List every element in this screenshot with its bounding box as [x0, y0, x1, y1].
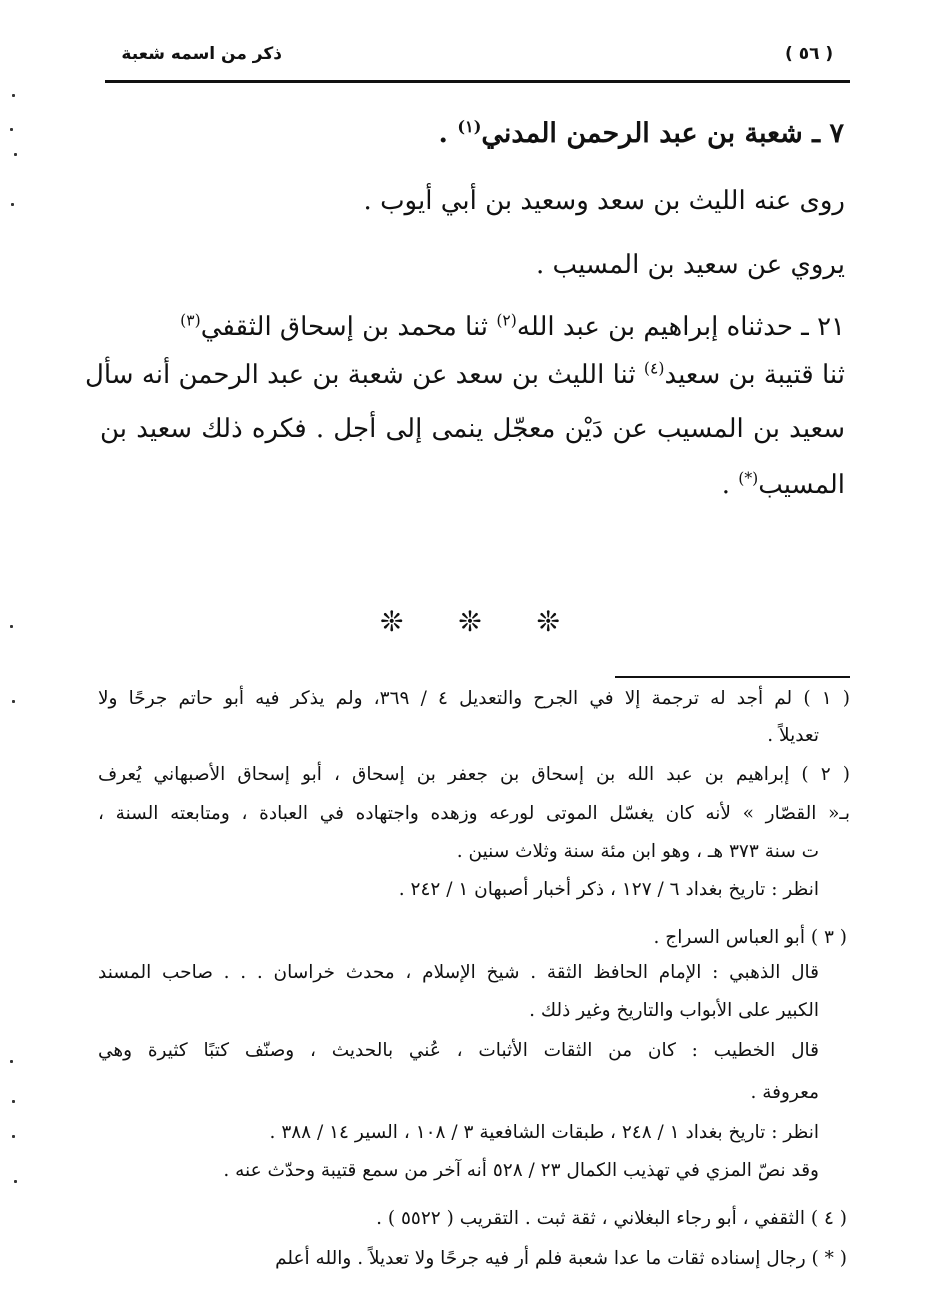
scan-speck: [10, 1060, 13, 1063]
footnote-divider: [615, 676, 850, 678]
hadith-line-1: [180, 312, 845, 342]
footnote-1-line-2: تعديلاً .: [767, 725, 819, 746]
footnote-1-line-1: ( ١ ) لم أجد له ترجمة إلا في الجرح والتعديل ٤ / ٣٦٩، ولم يذكر فيه أبو حاتم جرحًا ولا: [98, 688, 850, 709]
scan-speck: [14, 153, 17, 156]
footnote-3-line-1: ( ٣ ) أبو العباس السراج .: [653, 927, 847, 948]
hadith-line-1-a: ٢١ ـ حدثناه إبراهيم بن عبد الله: [516, 312, 845, 342]
footnote-2-line-1: ( ٢ ) إبراهيم بن عبد الله بن إسحاق بن جعفر بن إسحاق ، أبو إسحاق الأصبهاني يُعرف: [98, 764, 850, 785]
footnote-ref-1: (١): [457, 117, 482, 136]
asterism-star: ❊: [380, 605, 404, 638]
hadith-line-4: [722, 470, 845, 500]
scan-speck: [11, 203, 14, 206]
asterism-star: ❊: [536, 605, 560, 638]
section-separator: [380, 605, 560, 638]
footnote-3-line-3: الكبير على الأبواب والتاريخ وغير ذلك .: [529, 1000, 819, 1021]
asterism-star: ❊: [458, 605, 482, 638]
hadith-line-2-a: ثنا قتيبة بن سعيد: [664, 360, 845, 390]
scan-speck: [14, 1180, 17, 1183]
running-header-title: ذكر من اسمه شعبة: [121, 44, 282, 64]
footnote-3-line-7: وقد نصّ المزي في تهذيب الكمال ٢٣ / ٥٢٨ أنه آخر من سمع قتيبة وحدّث عنه .: [223, 1160, 819, 1181]
entry-heading: [439, 118, 844, 149]
footnote-3-line-2: قال الذهبي : الإمام الحافظ الثقة . شيخ الإسلام ، محدث خراسان . . . صاحب المسند: [98, 962, 819, 983]
hadith-line-2-b: ثنا الليث بن سعد عن شعبة بن عبد الرحمن أنه سأل: [84, 360, 644, 390]
footnote-2-line-3: ت سنة ٣٧٣ هـ ، وهو ابن مئة سنة وثلاث سنين .: [456, 841, 819, 862]
footnote-ref-3: (٣): [180, 311, 201, 330]
footnote-4: ( ٤ ) الثقفي ، أبو رجاء البغلاني ، ثقة ثبت . التقريب ( ٥٥٢٢ ) .: [376, 1208, 847, 1229]
scan-speck: [10, 625, 13, 628]
footnote-ref-4: (٤): [643, 359, 665, 378]
footnote-3-line-6: انظر : تاريخ بغداد ١ / ٢٤٨ ، طبقات الشافعية ٣ / ١٠٨ ، السير ١٤ / ٣٨٨ .: [269, 1122, 819, 1143]
hadith-line-4-a: المسيب: [758, 470, 845, 500]
scan-speck: [12, 1135, 15, 1138]
entry-heading-text: ٧ ـ شعبة بن عبد الرحمن المدني: [481, 118, 844, 149]
scan-speck: [12, 700, 15, 703]
narrates-from-line: يروي عن سعيد بن المسيب .: [536, 250, 845, 280]
footnote-2-line-4: انظر : تاريخ بغداد ٦ / ١٢٧ ، ذكر أخبار أصبهان ١ / ٢٤٢ .: [398, 879, 819, 900]
footnote-3-line-5: معروفة .: [750, 1082, 819, 1103]
hadith-line-2: [84, 359, 845, 390]
footnote-3-line-4: قال الخطيب : كان من الثقات الأثبات ، عُني بالحديث ، وصنّف كتبًا كثيرة وهي: [98, 1040, 819, 1061]
scan-speck: [10, 128, 13, 131]
hadith-line-3: سعيد بن المسيب عن دَيْن معجّل ينمى إلى أجل . فكره ذلك سعيد بن: [100, 414, 845, 444]
page-number: ( ٥٦ ): [785, 44, 834, 64]
hadith-line-4-b: .: [721, 470, 739, 500]
hadith-line-1-b: ثنا محمد بن إسحاق الثقفي: [200, 312, 497, 342]
narrators-line: روى عنه الليث بن سعد وسعيد بن أبي أيوب .: [363, 186, 845, 216]
header-divider: [105, 80, 850, 83]
scan-speck: [12, 1100, 15, 1103]
entry-heading-end: .: [438, 118, 458, 149]
footnote-star: ( * ) رجال إسناده ثقات ما عدا شعبة فلم أر فيه جرحًا ولا تعديلاً . والله أعلم: [275, 1248, 847, 1269]
footnote-ref-2: (٢): [496, 311, 517, 330]
footnote-2-line-2: بـ« القصّار » لأنه كان يغسّل الموتى لورعه وزهده واجتهاده في العبادة ، ومتابعته السنة ،: [98, 803, 850, 824]
footnote-ref-star: (*): [738, 469, 759, 488]
scan-speck: [12, 94, 15, 97]
